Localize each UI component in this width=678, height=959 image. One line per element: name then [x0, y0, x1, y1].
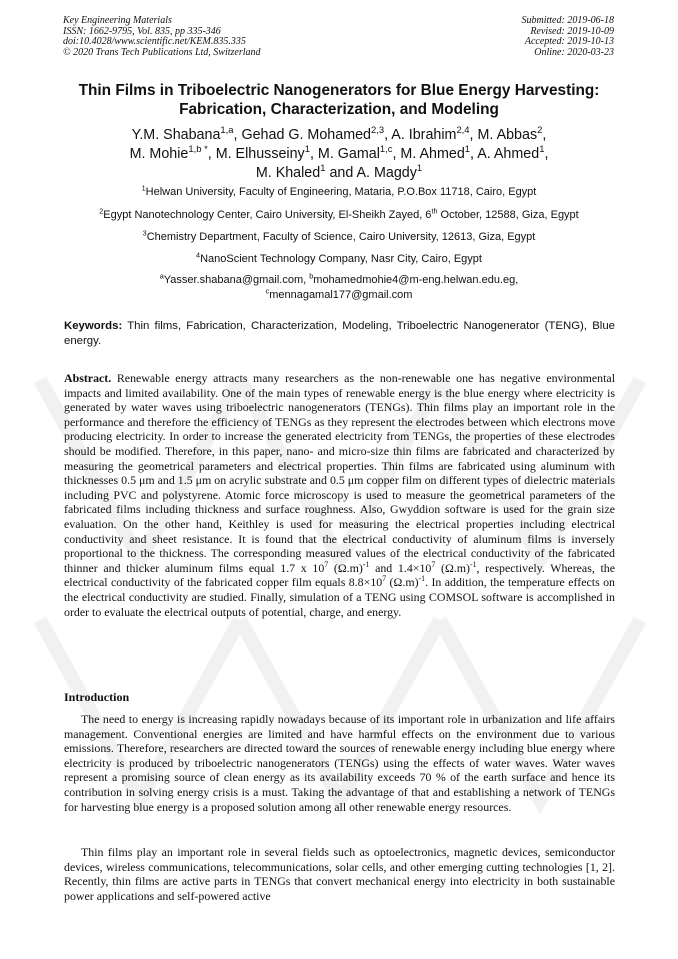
title-line-2: Fabrication, Characterization, and Modeling [179, 101, 499, 118]
affiliation-text: NanoScient Technology Company, Nasr City, Cairo, Egypt [200, 253, 482, 265]
affiliation-2 [40, 208, 638, 222]
abstract [64, 371, 615, 619]
ordinal-suffix: th [431, 206, 438, 216]
affiliation-mark: 1 [141, 183, 146, 193]
doi[interactable]: doi:10.4028/www.scientific.net/KEM.835.335 [63, 36, 246, 48]
author-affiliation-mark: 1 [539, 143, 545, 155]
affiliation-mark: 2 [99, 206, 104, 216]
author-name: M. Khaled [255, 165, 321, 181]
author-name: M. Gamal [317, 146, 380, 162]
keywords [64, 319, 615, 350]
affiliation-4 [40, 252, 638, 266]
author-affiliation-mark: 1 [304, 143, 310, 155]
author-affiliation-mark: 2 [537, 124, 543, 136]
introduction-paragraph-1: The need to energy is increasing rapidly nowadays because of its important role in urbanization and life affairs management. Conventional energies are limited and have harmful effects on the environment due to various emissions. Therefore, researchers are directed toward the sources of renewable energy including blue energy where electricity is produced by triboelectric nanogenerators (TENGs) using the effects of water waves. Water waves represent a promising source of clean energy as its availability exceeds 70 % of the earth surface and hence its contribution in solving energy crisis is a must. Taking the advantage of that and establishing a network of TENGs for harvesting blue energy is a proposed solution among all other renewable energy resources. [64, 712, 615, 814]
exponent: 7 [382, 574, 387, 584]
author-name: A. Ibrahim [391, 127, 457, 143]
affiliation-mark: 3 [142, 228, 147, 238]
revised-date: Revised: 2019-10-09 [530, 25, 614, 37]
publication-dates [414, 16, 614, 58]
author-line-3: M. Khaled$^1$ and A. Magdy$^1$ [255, 162, 423, 181]
exponent: 7 [431, 559, 436, 569]
author-affiliation-mark: 1 [320, 162, 326, 174]
journal-name: Key Engineering Materials [63, 15, 172, 26]
affiliation-1 [40, 185, 638, 199]
abstract-label: Abstract. [64, 371, 112, 385]
accepted-date: Accepted: 2019-10-13 [524, 36, 614, 48]
issn: ISSN: 1662-9795, Vol. 835, pp 335-346 [63, 25, 221, 37]
affiliation-text: Egypt Nanotechnology Center, Cairo University, El-Sheikh Zayed, 6 [103, 209, 432, 221]
author-name: M. Ahmed [400, 146, 465, 162]
email-mark: c [265, 286, 270, 296]
abstract-text: Renewable energy attracts many researchers as the non-renewable one has negative environmental impacts and limited availability. One of the main types of renewable energy is the blue energy where electricity is generated by water waves using triboelectric nanogenerators (TENGs). Thin films play an important role in the performance and therefore the efficiency of TENGs as they represent the electrodes between which electrons move producing electricity. In order to increase the generated electricity from TENGs, the properties of these electrodes should be modified. Therefore, in this paper, nano- and micro-size thin films are fabricated and characterized by measuring the geometrical parameters and electrical properties. Thin films are fabricated using aluminum with thicknesses 0.5 μm and 1.5 μm on acrylic substrate and 0.5 μm copper film on different types of dielectric materials including PVC and polystyrene. Atomic force microscopy is used to measure the geometrical parameters of the fabricated films including thickness and surface roughness. Also, Gwyddion software is used for the grain size evaluation. On the other hand, Keithley is used for measuring the electrical properties including electrical conductivity and sheet resistance. It is found that the electrical conductivity of aluminum films is inversely proportional to the thickness. The corresponding measured values of the electrical conductivity of the fabricated thinner and thicker aluminum films equal 1.7 x 10 [64, 371, 615, 575]
exponent: -1 [362, 559, 370, 569]
author-name: M. Mohie [129, 146, 189, 162]
title-line-1: Thin Films in Triboelectric Nanogenerators for Blue Energy Harvesting: [78, 82, 600, 99]
submitted-date: Submitted: 2019-06-18 [521, 15, 614, 26]
affiliation-text: Helwan University, Faculty of Engineering, Mataria, P.O.Box 11718, Cairo, Egypt [145, 186, 537, 198]
author-name: M. Elhusseiny [215, 146, 305, 162]
affiliation-mark: 4 [196, 250, 201, 260]
email-mark: b [309, 271, 314, 281]
online-date: Online: 2020-03-23 [534, 46, 614, 58]
email-link[interactable]: Yasser.shabana@gmail.com, [163, 274, 310, 286]
exponent: -1 [418, 574, 426, 584]
author-affiliation-mark: 1,c [379, 143, 393, 155]
author-affiliation-mark: 1,b * [188, 143, 208, 155]
affiliation-text: Chemistry Department, Faculty of Science, Cairo University, 12613, Giza, Egypt [146, 231, 536, 243]
email-link[interactable]: mohamedmohie4@m-eng.helwan.edu.eg, [313, 274, 519, 286]
publication-info [63, 16, 393, 58]
author-list [40, 126, 638, 183]
author-affiliation-mark: 1,a [220, 124, 234, 136]
author-name: Gehad G. Mohamed [241, 127, 372, 143]
introduction-paragraph-2: Thin films play an important role in several fields such as optoelectronics, magnetic devices, semiconductor devices, wireless communications, telecommunications, solar cells, and other emerging cutting technologies [1, 2]. Recently, thin films are active parts in TENGs that convert mechanical energy into electricity in both sustainable power applications and self-powered active [64, 845, 615, 903]
paper-title [40, 81, 638, 119]
unit: (Ω.m) [386, 575, 419, 590]
author-name: A. Magdy [356, 165, 417, 181]
unit: (Ω.m) [435, 560, 470, 575]
email-line-1 [40, 273, 638, 287]
exponent: -1 [469, 559, 477, 569]
unit: (Ω.m) [328, 560, 363, 575]
email-link[interactable]: mennagamal177@gmail.com [269, 289, 413, 301]
affiliation-3 [40, 230, 638, 244]
affiliation-text: October, 12588, Giza, Egypt [437, 209, 579, 221]
author-name: A. Ahmed [477, 146, 540, 162]
author-affiliation-mark: 1 [416, 162, 423, 174]
abstract-text: and 1.4×10 [369, 560, 432, 575]
email-mark: a [159, 271, 164, 281]
author-affiliation-mark: 2,3 [371, 124, 385, 136]
abstract-text: , respectively. Whereas, the electrical conductivity of the fabricated copper film equals 8.8×10 [64, 560, 616, 590]
author-line-1: Y.M. Shabana$^{1,a}$, Gehad G. Mohamed$^{2,3}$, A. Ibrahim$^{2,4}$, M. Abbas$^2$, [131, 124, 547, 143]
author-affiliation-mark: 1 [464, 143, 471, 155]
email-line-2 [40, 288, 638, 302]
author-line-2: M. Mohie$^{1,b *}$, M. Elhusseiny$^1$, M. Gamal$^{1,c}$, M. Ahmed$^1$, A. Ahmed$^1$, [129, 143, 549, 162]
exponent: 7 [324, 559, 329, 569]
keywords-label: Keywords: [64, 320, 123, 332]
author-name: Y.M. Shabana [131, 127, 221, 143]
copyright: © 2020 Trans Tech Publications Ltd, Switzerland [63, 46, 261, 58]
author-affiliation-mark: 2,4 [456, 124, 470, 136]
author-name: M. Abbas [477, 127, 538, 143]
abstract-text: . In addition, the temperature effects on the electrical conductivity are studied. Finally, simulation of a TENG using COMSOL software is accomplished in order to evaluate the electrical outputs of potential, charge, and energy. [64, 575, 615, 619]
section-heading-introduction: Introduction [64, 690, 130, 704]
keywords-text: Thin films, Fabrication, Characterization, Modeling, Triboelectric Nanogenerator (TENG), Blue energy. [64, 320, 615, 348]
